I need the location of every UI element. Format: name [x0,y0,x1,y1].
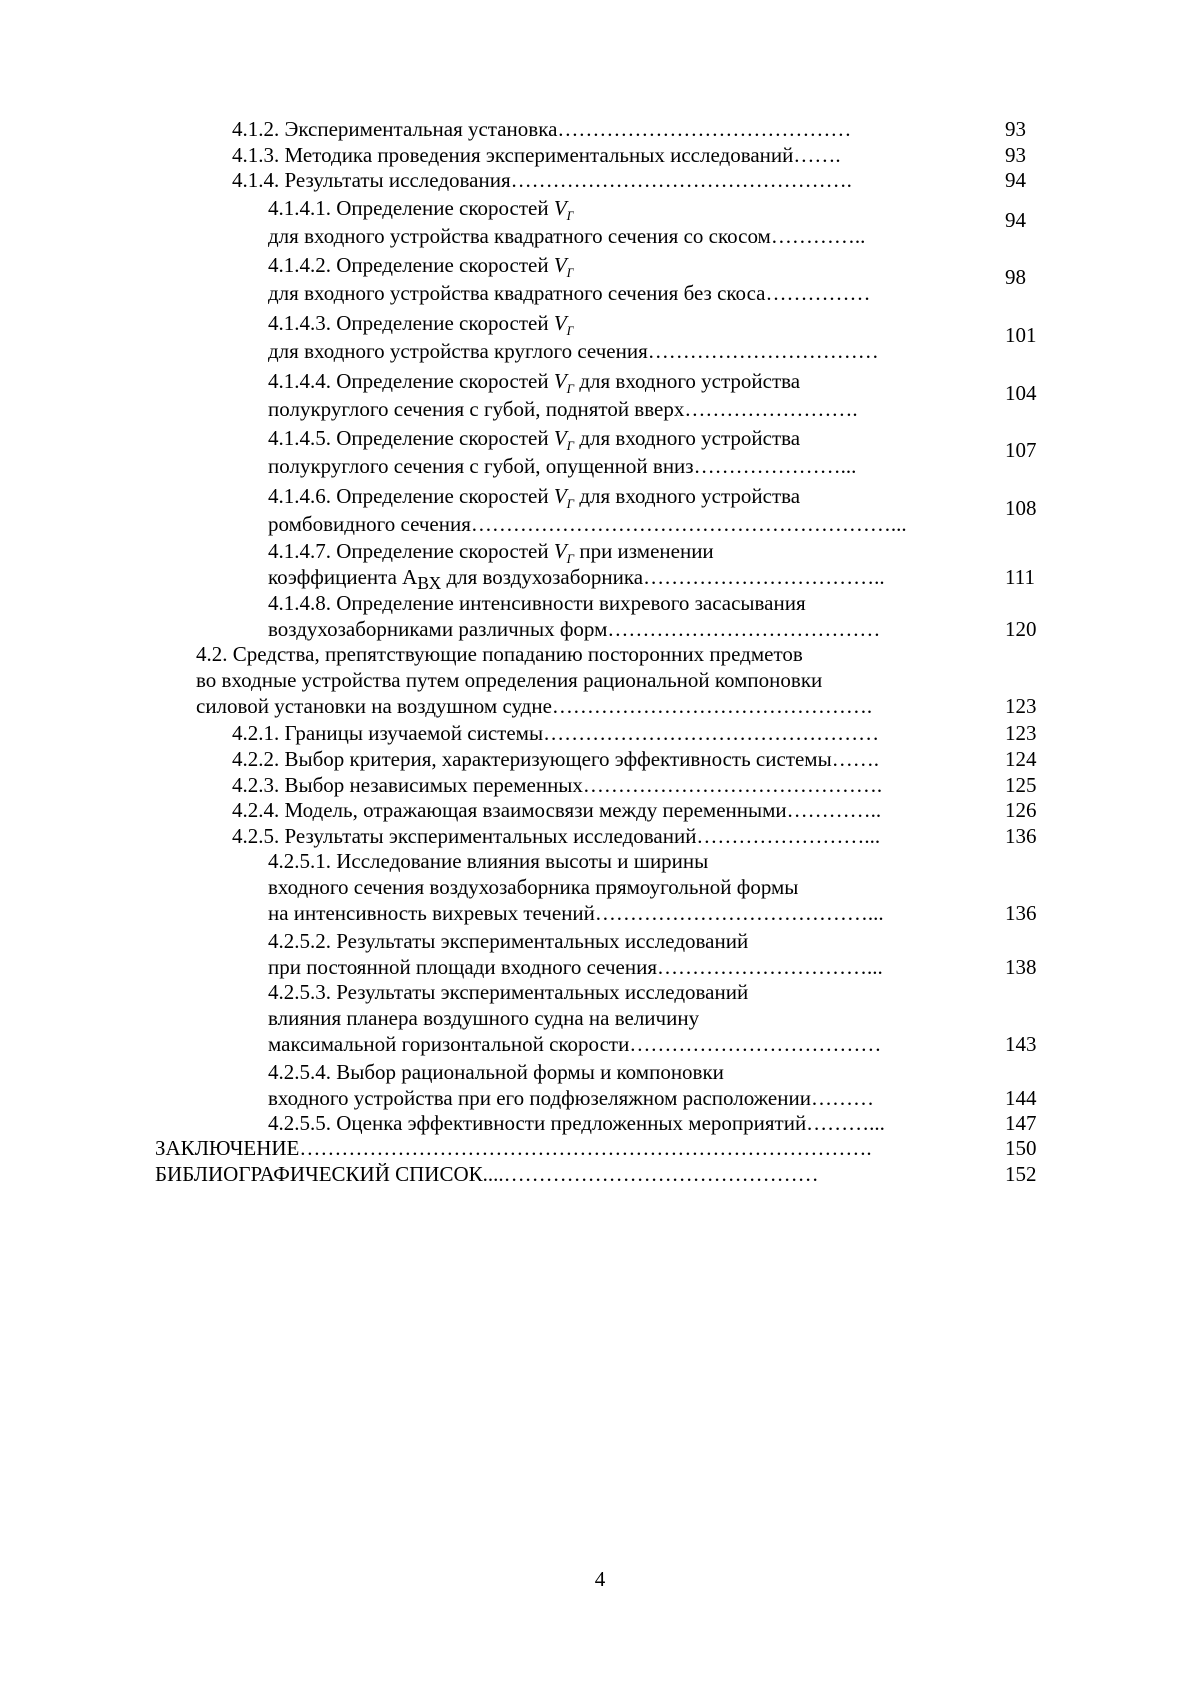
toc-page-number: 108 [1005,495,1037,520]
toc-page-number: 98 [1005,265,1026,290]
section-number: 4.1.4.7. [268,539,331,564]
toc-entry-heading [268,253,574,277]
section-number: 4.1.4.3. [268,310,331,335]
velocity-symbol: $V_Г$ [553,539,575,564]
toc-entry-text: при постоянной площади входного сечения…………………………... [268,954,883,979]
velocity-symbol: $V_Г$ [553,483,575,508]
toc-entry-heading [268,196,574,220]
section-title: Определение скоростей [336,483,549,508]
toc-entry-text: коэффициента $A_{ВХ}$ для воздухозаборника…………………………….. [268,565,885,589]
toc-entry-text: для входного устройства квадратного сечения со скосом………….. [268,223,866,248]
toc-entry-4-2-5-4[interactable] [0,1060,1200,1111]
toc-entry-text: 4.1.4.8. Определение интенсивности вихревого засасывания [268,590,806,615]
toc-page-number: 152 [1005,1162,1037,1187]
toc-page-number: 104 [1005,380,1037,405]
toc-entry-text: 4.2.5.5. Оценка эффективности предложенных мероприятий………... [268,1110,885,1135]
toc-page-number: 94 [1005,168,1026,193]
toc-page-number: 143 [1005,1032,1037,1057]
velocity-symbol: $V_Г$ [553,426,575,451]
toc-entry-text: для входного устройства круглого сечения…………………………… [268,338,879,363]
toc-entry-4-1-3[interactable] [0,143,1200,169]
abx-subscript: ВХ [417,573,442,590]
toc-entry-4-2-5[interactable] [0,824,1200,850]
section-title-suffix: для входного устройства [574,368,801,393]
section-number: 4.1.4.1. [268,195,331,220]
section-title: Определение скоростей [336,539,549,564]
toc-page-number: 123 [1005,721,1037,746]
toc-page-number: 144 [1005,1085,1037,1110]
toc-entry-text: 4.1.4. Результаты исследования…………………………………………. [232,168,852,193]
toc-entry-text: влияния планера воздушного судна на величину [268,1006,700,1031]
toc-page-number: 124 [1005,746,1037,771]
toc-entry-text: БИБЛИОГРАФИЧЕСКИЙ СПИСОК....……………………………………… [155,1162,819,1187]
toc-page-number: 123 [1005,693,1037,718]
toc-page-number: 111 [1005,565,1035,590]
toc-entry-4-1-4-2[interactable] [0,251,1200,309]
toc-entry-text: полукруглого сечения с губой, опущенной вниз…………………... [268,454,857,479]
toc-entry-4-2-5-3[interactable] [0,980,1200,1060]
toc-entry-text: 4.2.5.2. Результаты экспериментальных исследований [268,928,749,953]
toc-entry-4-2-5-1[interactable] [0,849,1200,929]
section-title: Определение скоростей [336,195,549,220]
section-number: 4.1.4.5. [268,426,331,451]
toc-page-number: 150 [1005,1136,1037,1161]
section-number: 4.1.4.4. [268,368,331,393]
toc-entry-text: 4.2.5.4. Выбор рациональной формы и компоновки [268,1059,724,1084]
toc-entry-4-2[interactable] [0,642,1200,722]
section-number: 4.1.4.2. [268,253,331,278]
toc-entry-4-2-3[interactable] [0,773,1200,799]
toc-entry-heading [268,369,800,393]
section-title: Определение скоростей [336,368,549,393]
toc-page-number: 120 [1005,616,1037,641]
toc-entry-4-2-5-2[interactable] [0,929,1200,980]
toc-entry-4-1-4-7[interactable] [0,539,1200,590]
toc-page-number: 101 [1005,322,1037,347]
toc-entry-text: 4.2. Средства, препятствующие попаданию посторонних предметов [196,641,803,666]
toc-entry-heading [268,426,800,450]
section-title: Определение скоростей [336,253,549,278]
toc-entry-4-2-4[interactable] [0,798,1200,824]
section-number: 4.1.4.6. [268,483,331,508]
toc-entry-text: ЗАКЛЮЧЕНИЕ………………………………………………………………………. [155,1136,872,1161]
toc-entry-4-2-2[interactable] [0,747,1200,773]
toc-entry-text: 4.2.5.1. Исследование влияния высоты и ширины [268,849,709,874]
toc-entry-4-1-4-1[interactable] [0,194,1200,252]
toc-entry-4-1-4-5[interactable] [0,424,1200,482]
toc-entry-4-1-4-4[interactable] [0,367,1200,425]
toc-entry-text: силовой установки на воздушном судне………………………………………. [196,693,873,718]
velocity-symbol: $V_Г$ [553,310,575,335]
velocity-symbol: $V_Г$ [553,195,575,220]
toc-entry-4-1-4-8[interactable] [0,591,1200,642]
toc-entry-text: 4.1.2. Экспериментальная установка…………………………………… [232,117,852,141]
table-of-contents [0,117,1200,1188]
toc-entry-text: входного сечения воздухозаборника прямоугольной формы [268,875,799,900]
toc-entry-text: 4.2.3. Выбор независимых переменных……………………………………. [232,772,883,797]
toc-entry-text: 4.2.4. Модель, отражающая взаимосвязи между переменными………….. [232,798,882,823]
velocity-symbol: $V_Г$ [553,253,575,278]
toc-page-number: 93 [1005,117,1026,141]
toc-page-number: 107 [1005,438,1037,463]
toc-entry-heading [268,539,714,563]
toc-entry-bibliography[interactable] [0,1162,1200,1188]
section-title: Определение скоростей [336,310,549,335]
section-title: Определение скоростей [336,426,549,451]
toc-page-number: 136 [1005,901,1037,926]
toc-entry-4-2-5-5[interactable] [0,1111,1200,1137]
toc-entry-text: 4.2.5. Результаты экспериментальных исследований……………………... [232,823,881,848]
toc-entry-text: входного устройства при его подфюзеляжном расположении……… [268,1085,874,1110]
toc-entry-text: 4.2.2. Выбор критерия, характеризующего эффективность системы……. [232,746,879,771]
toc-entry-heading [268,311,574,335]
toc-entry-text: ромбовидного сечения……………………………………………………... [268,511,907,536]
toc-page-number: 94 [1005,207,1026,232]
toc-entry-text: максимальной горизонтальной скорости……………………………… [268,1032,882,1057]
section-title-suffix: для входного устройства [574,483,801,508]
section-title-suffix: при изменении [574,539,714,564]
toc-page-number: 125 [1005,772,1037,797]
toc-entry-4-1-4-6[interactable] [0,482,1200,540]
toc-entry-conclusion[interactable] [0,1136,1200,1162]
toc-entry-text: 4.2.5.3. Результаты экспериментальных исследований [268,980,749,1005]
toc-page-number: 147 [1005,1110,1037,1135]
toc-entry-4-1-2[interactable] [0,117,1200,143]
toc-entry-text: воздухозаборниками различных форм………………………………… [268,616,881,641]
toc-entry-heading [268,484,800,508]
toc-entry-text: 4.1.3. Методика проведения экспериментальных исследований……. [232,142,841,167]
toc-entry-4-1-4[interactable] [0,168,1200,194]
toc-entry-text: во входные устройства путем определения рациональной компоновки [196,667,823,692]
toc-entry-4-2-1[interactable] [0,721,1200,747]
toc-entry-text: на интенсивность вихревых течений…………………………………... [268,901,884,926]
velocity-symbol: $V_Г$ [553,368,575,393]
page-number: 4 [594,1567,606,1591]
toc-entry-text: 4.2.1. Границы изучаемой системы………………………………………… [232,721,880,746]
section-title-suffix: для входного устройства [574,426,801,451]
toc-entry-text: для входного устройства квадратного сечения без скоса…………… [268,281,871,306]
toc-page-number: 138 [1005,954,1037,979]
toc-page-number: 126 [1005,798,1037,823]
toc-page-number: 136 [1005,823,1037,848]
toc-page-number: 93 [1005,142,1026,167]
toc-entry-text: полукруглого сечения с губой, поднятой вверх……………………. [268,396,858,421]
toc-entry-4-1-4-3[interactable] [0,309,1200,367]
